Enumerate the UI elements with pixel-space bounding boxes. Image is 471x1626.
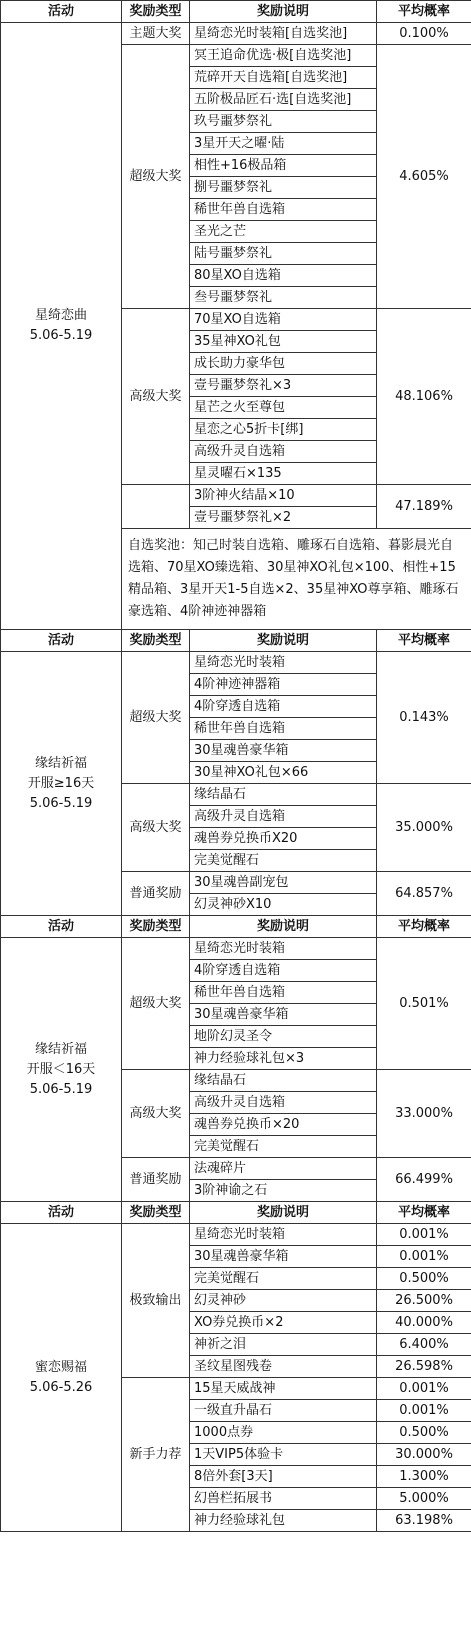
reward-item-cell: 缘结晶石 bbox=[190, 784, 377, 806]
reward-item-cell: 幻灵神砂 bbox=[190, 1290, 377, 1312]
activity-header: 活动 bbox=[1, 1, 122, 23]
avg-prob-header: 平均概率 bbox=[377, 1202, 471, 1224]
header-row bbox=[1, 916, 471, 938]
reward-item-cell: 15星天威战神 bbox=[190, 1378, 377, 1400]
table-row bbox=[1, 938, 471, 960]
reward-type-cell bbox=[122, 485, 190, 529]
reward-item-cell: 30星魂兽豪华箱 bbox=[190, 740, 377, 762]
header-row bbox=[1, 1, 471, 23]
table-row bbox=[1, 652, 471, 674]
reward-item-cell: 70星XO自选箱 bbox=[190, 309, 377, 331]
probability-cell: 33.000% bbox=[377, 1070, 471, 1158]
avg-prob-header: 平均概率 bbox=[377, 630, 471, 652]
reward-item-cell: 1000点券 bbox=[190, 1422, 377, 1444]
reward-type-cell: 极致输出 bbox=[122, 1224, 190, 1378]
probability-cell: 35.000% bbox=[377, 784, 471, 872]
reward-item-cell: 30星魂兽豪华箱 bbox=[190, 1004, 377, 1026]
reward-type-cell: 普通奖励 bbox=[122, 872, 190, 916]
reward-item-cell: 星绮恋光时装箱 bbox=[190, 938, 377, 960]
reward-item-cell: 30星神XO礼包×66 bbox=[190, 762, 377, 784]
reward-item-cell: 4阶穿透自选箱 bbox=[190, 960, 377, 982]
reward-item-cell: 稀世年兽自选箱 bbox=[190, 982, 377, 1004]
avg-prob-header: 平均概率 bbox=[377, 916, 471, 938]
probability-cell: 0.501% bbox=[377, 938, 471, 1070]
reward-item-cell: 成长助力豪华包 bbox=[190, 353, 377, 375]
reward-item-cell: 35星神XO礼包 bbox=[190, 331, 377, 353]
reward-item-cell: 魂兽券兑换币×20 bbox=[190, 1114, 377, 1136]
reward-item-cell: 五阶极品匠石·选[自选奖池] bbox=[190, 89, 377, 111]
probability-cell: 0.001% bbox=[377, 1400, 471, 1422]
reward-item-cell: 壹号噩梦祭礼×3 bbox=[190, 375, 377, 397]
reward-item-cell: 4阶神迹神器箱 bbox=[190, 674, 377, 696]
reward-item-cell: 高级升灵自选箱 bbox=[190, 806, 377, 828]
reward-item-cell: 一级直升晶石 bbox=[190, 1400, 377, 1422]
probability-cell: 26.500% bbox=[377, 1290, 471, 1312]
activity-cell bbox=[1, 23, 122, 630]
reward-item-cell: 陆号噩梦祭礼 bbox=[190, 243, 377, 265]
pool-note: 自选奖池：知己时装自选箱、雕琢石自选箱、暮影晨光自选箱、70星XO臻选箱、30星神XO礼包×100、相性+15精品箱、3星开天1-5自选×2、35星神XO尊享箱、雕琢石豪选箱、4阶神迹神器箱 bbox=[122, 529, 471, 630]
reward-item-cell: 玖号噩梦祭礼 bbox=[190, 111, 377, 133]
probability-cell: 66.499% bbox=[377, 1158, 471, 1202]
reward-item-cell: 4阶穿透自选箱 bbox=[190, 696, 377, 718]
reward-item-cell: 稀世年兽自选箱 bbox=[190, 199, 377, 221]
activity-header: 活动 bbox=[1, 1202, 122, 1224]
probability-cell: 6.400% bbox=[377, 1334, 471, 1356]
reward-type-cell: 高级大奖 bbox=[122, 1070, 190, 1158]
probability-cell: 4.605% bbox=[377, 45, 471, 309]
activity-name: 蜜恋赐福 bbox=[34, 1359, 87, 1375]
reward-type-cell: 高级大奖 bbox=[122, 784, 190, 872]
activity-condition: 开服≥16天 bbox=[27, 775, 95, 791]
reward-item-cell: 神力经验球礼包 bbox=[190, 1510, 377, 1532]
probability-cell: 47.189% bbox=[377, 485, 471, 529]
reward-item-cell: 完美觉醒石 bbox=[190, 1136, 377, 1158]
reward-item-cell: 地阶幻灵圣令 bbox=[190, 1026, 377, 1048]
reward-item-cell: 圣光之芒 bbox=[190, 221, 377, 243]
reward-item-cell: 完美觉醒石 bbox=[190, 1268, 377, 1290]
reward-type-cell: 超级大奖 bbox=[122, 938, 190, 1070]
reward-desc-header: 奖励说明 bbox=[190, 630, 377, 652]
reward-item-cell: 80星XO自选箱 bbox=[190, 265, 377, 287]
table-body bbox=[1, 1, 471, 1532]
probability-cell: 64.857% bbox=[377, 872, 471, 916]
reward-item-cell: 神力经验球礼包×3 bbox=[190, 1048, 377, 1070]
reward-item-cell: 30星魂兽副宠包 bbox=[190, 872, 377, 894]
reward-item-cell: 神祈之泪 bbox=[190, 1334, 377, 1356]
probability-cell: 0.143% bbox=[377, 652, 471, 784]
activity-header: 活动 bbox=[1, 630, 122, 652]
reward-type-cell: 普通奖励 bbox=[122, 1158, 190, 1202]
activity-cell bbox=[1, 938, 122, 1202]
reward-item-cell: 3阶神火结晶×10 bbox=[190, 485, 377, 507]
activity-name: 缘结祈福 bbox=[34, 755, 87, 771]
activity-date: 5.06-5.26 bbox=[29, 1379, 93, 1395]
reward-item-cell: 3阶神谕之石 bbox=[190, 1180, 377, 1202]
reward-item-cell: 高级升灵自选箱 bbox=[190, 441, 377, 463]
reward-item-cell: 幻灵神砂X10 bbox=[190, 894, 377, 916]
reward-item-cell: 稀世年兽自选箱 bbox=[190, 718, 377, 740]
probability-cell: 63.198% bbox=[377, 1510, 471, 1532]
reward-desc-header: 奖励说明 bbox=[190, 1202, 377, 1224]
reward-item-cell: 30星魂兽豪华箱 bbox=[190, 1246, 377, 1268]
header-row bbox=[1, 1202, 471, 1224]
reward-item-cell: 幻兽栏拓展书 bbox=[190, 1488, 377, 1510]
reward-item-cell: 冥王追命优选·极[自选奖池] bbox=[190, 45, 377, 67]
reward-item-cell: 魂兽券兑换币X20 bbox=[190, 828, 377, 850]
probability-cell: 0.100% bbox=[377, 23, 471, 45]
header-row bbox=[1, 630, 471, 652]
probability-cell: 48.106% bbox=[377, 309, 471, 485]
reward-item-cell: 星芒之火至尊包 bbox=[190, 397, 377, 419]
probability-cell: 40.000% bbox=[377, 1312, 471, 1334]
reward-item-cell: 壹号噩梦祭礼×2 bbox=[190, 507, 377, 529]
probability-cell: 1.300% bbox=[377, 1466, 471, 1488]
reward-item-cell: 1天VIP5体验卡 bbox=[190, 1444, 377, 1466]
activity-name: 星绮恋曲 bbox=[34, 308, 87, 323]
reward-item-cell: 3星开天之曜·陆 bbox=[190, 133, 377, 155]
reward-item-cell: 星绮恋光时装箱 bbox=[190, 652, 377, 674]
reward-item-cell: 叁号噩梦祭礼 bbox=[190, 287, 377, 309]
activity-date: 5.06-5.19 bbox=[29, 1081, 93, 1097]
reward-type-header: 奖励类型 bbox=[122, 1, 190, 23]
activity-date: 5.06-5.19 bbox=[29, 795, 93, 811]
reward-item-cell: 8倍外套[3天] bbox=[190, 1466, 377, 1488]
activity-cell bbox=[1, 1224, 122, 1532]
probability-cell: 5.000% bbox=[377, 1488, 471, 1510]
reward-desc-header: 奖励说明 bbox=[190, 1, 377, 23]
reward-item-cell: 高级升灵自选箱 bbox=[190, 1092, 377, 1114]
probability-cell: 0.500% bbox=[377, 1268, 471, 1290]
reward-desc-header: 奖励说明 bbox=[190, 916, 377, 938]
probability-cell: 0.001% bbox=[377, 1224, 471, 1246]
activity-condition: 开服＜16天 bbox=[26, 1061, 96, 1077]
probability-cell: 0.001% bbox=[377, 1246, 471, 1268]
activity-date: 5.06-5.19 bbox=[29, 328, 93, 343]
activity-cell bbox=[1, 652, 122, 916]
table-row bbox=[1, 1224, 471, 1246]
probability-cell: 0.500% bbox=[377, 1422, 471, 1444]
reward-type-cell: 新手力荐 bbox=[122, 1378, 190, 1532]
activity-header: 活动 bbox=[1, 916, 122, 938]
reward-item-cell: XO券兑换币×2 bbox=[190, 1312, 377, 1334]
reward-type-header: 奖励类型 bbox=[122, 916, 190, 938]
reward-item-cell: 圣纹星图残卷 bbox=[190, 1356, 377, 1378]
reward-item-cell: 星绮恋光时装箱[自选奖池] bbox=[190, 23, 377, 45]
reward-item-cell: 星绮恋光时装箱 bbox=[190, 1224, 377, 1246]
reward-type-cell: 超级大奖 bbox=[122, 652, 190, 784]
reward-item-cell: 星恋之心5折卡[绑] bbox=[190, 419, 377, 441]
reward-type-header: 奖励类型 bbox=[122, 1202, 190, 1224]
reward-type-cell: 超级大奖 bbox=[122, 45, 190, 309]
reward-type-cell: 高级大奖 bbox=[122, 309, 190, 485]
activity-name: 缘结祈福 bbox=[34, 1041, 87, 1057]
probability-cell: 30.000% bbox=[377, 1444, 471, 1466]
reward-item-cell: 星灵曜石×135 bbox=[190, 463, 377, 485]
table-row bbox=[1, 23, 471, 45]
reward-item-cell: 缘结晶石 bbox=[190, 1070, 377, 1092]
reward-item-cell: 捌号噩梦祭礼 bbox=[190, 177, 377, 199]
reward-type-header: 奖励类型 bbox=[122, 630, 190, 652]
reward-item-cell: 法魂碎片 bbox=[190, 1158, 377, 1180]
reward-item-cell: 完美觉醒石 bbox=[190, 850, 377, 872]
reward-type-cell: 主题大奖 bbox=[122, 23, 190, 45]
reward-item-cell: 相性+16极品箱 bbox=[190, 155, 377, 177]
probability-cell: 0.001% bbox=[377, 1378, 471, 1400]
reward-item-cell: 荒碎开天自选箱[自选奖池] bbox=[190, 67, 377, 89]
avg-prob-header: 平均概率 bbox=[377, 1, 471, 23]
probability-cell: 26.598% bbox=[377, 1356, 471, 1378]
